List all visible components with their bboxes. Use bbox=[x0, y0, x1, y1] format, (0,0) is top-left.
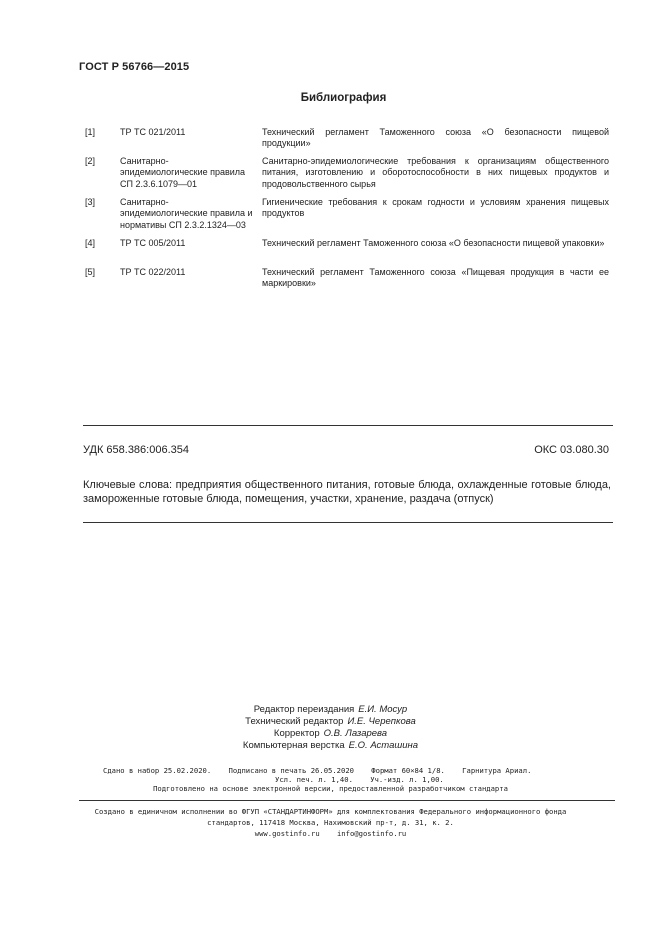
footer-line: Создано в единичном исполнении во ФГУП «СТАНДАРТИНФОРМ» для комплектования Федерального информационного фонда bbox=[94, 807, 567, 816]
bibliography-title: Библиография bbox=[300, 92, 387, 104]
entry-document: Санитарно-эпидемиологические правила СП 2.3.6.1079—01 bbox=[120, 156, 246, 189]
entry-document: Санитарно-эпидемиологические правила и нормативы СП 2.3.2.1324—03 bbox=[120, 197, 253, 230]
oks-code: ОКС 03.080.30 bbox=[534, 444, 609, 456]
footer-line: стандартов, 117418 Москва, Нахимовский пр-т, д. 31, к. 2. bbox=[207, 818, 454, 827]
standard-number: ГОСТ Р 56766—2015 bbox=[79, 61, 190, 73]
staff-name: И.Е. Черепкова bbox=[347, 716, 416, 727]
entry-description: Санитарно-эпидемиологические требования к организациям общественного питания, изготовлению и оборотоспособности в них пищевых продуктов и продовольственного сырья bbox=[262, 156, 609, 189]
staff-role: Компьютерная верстка bbox=[242, 740, 345, 751]
staff-name: О.В. Лазарева bbox=[323, 728, 388, 739]
entry-description: Гигиенические требования к срокам годности и условиям хранения пищевых продуктов bbox=[262, 197, 609, 219]
entry-document: ТР ТС 005/2011 bbox=[120, 238, 186, 248]
entry-description: Технический регламент Таможенного союза «О безопасности пищевой продукции» bbox=[262, 127, 609, 149]
staff-name: Е.И. Мосур bbox=[358, 704, 408, 715]
divider bbox=[83, 522, 613, 523]
entry-number: [1] bbox=[85, 127, 96, 137]
divider bbox=[79, 800, 615, 801]
footer-contacts: www.gostinfo.ru info@gostinfo.ru bbox=[254, 829, 407, 838]
imprint-line: Сдано в набор 25.02.2020. Подписано в печать 26.05.2020 Формат 60×84 1/8. Гарнитура Ариал. bbox=[103, 766, 532, 775]
entry-number: [5] bbox=[85, 267, 96, 277]
entry-description: Технический регламент Таможенного союза «Пищевая продукция в части ее маркировки» bbox=[262, 267, 609, 289]
imprint-line: Усл. печ. л. 1,40. Уч.-изд. л. 1,00. bbox=[275, 775, 444, 784]
staff-role: Технический редактор bbox=[245, 716, 344, 727]
staff-line bbox=[0, 704, 661, 717]
entry-document: ТР ТС 022/2011 bbox=[120, 267, 186, 277]
imprint-line: Подготовлено на основе электронной версии, предоставленной разработчиком стандарта bbox=[153, 784, 508, 793]
staff-role: Редактор переиздания bbox=[253, 704, 355, 715]
entry-document: ТР ТС 021/2011 bbox=[120, 127, 186, 137]
entry-number: [4] bbox=[85, 238, 96, 248]
staff-line bbox=[0, 716, 661, 729]
staff-role: Корректор bbox=[273, 728, 320, 739]
entry-number: [3] bbox=[85, 197, 96, 207]
staff-name: Е.О. Асташина bbox=[348, 740, 419, 751]
keywords: Ключевые слова: предприятия общественного питания, готовые блюда, охлажденные готовые блюда, замороженные готовые блюда, помещения, участки, хранение, раздача (отпуск) bbox=[83, 479, 611, 505]
divider bbox=[83, 425, 613, 426]
entry-description: Технический регламент Таможенного союза «О безопасности пищевой упаковки» bbox=[262, 238, 605, 248]
staff-line bbox=[0, 728, 661, 741]
udk-code: УДК 658.386:006.354 bbox=[83, 444, 189, 456]
staff-line bbox=[0, 740, 661, 753]
entry-number: [2] bbox=[85, 156, 96, 166]
